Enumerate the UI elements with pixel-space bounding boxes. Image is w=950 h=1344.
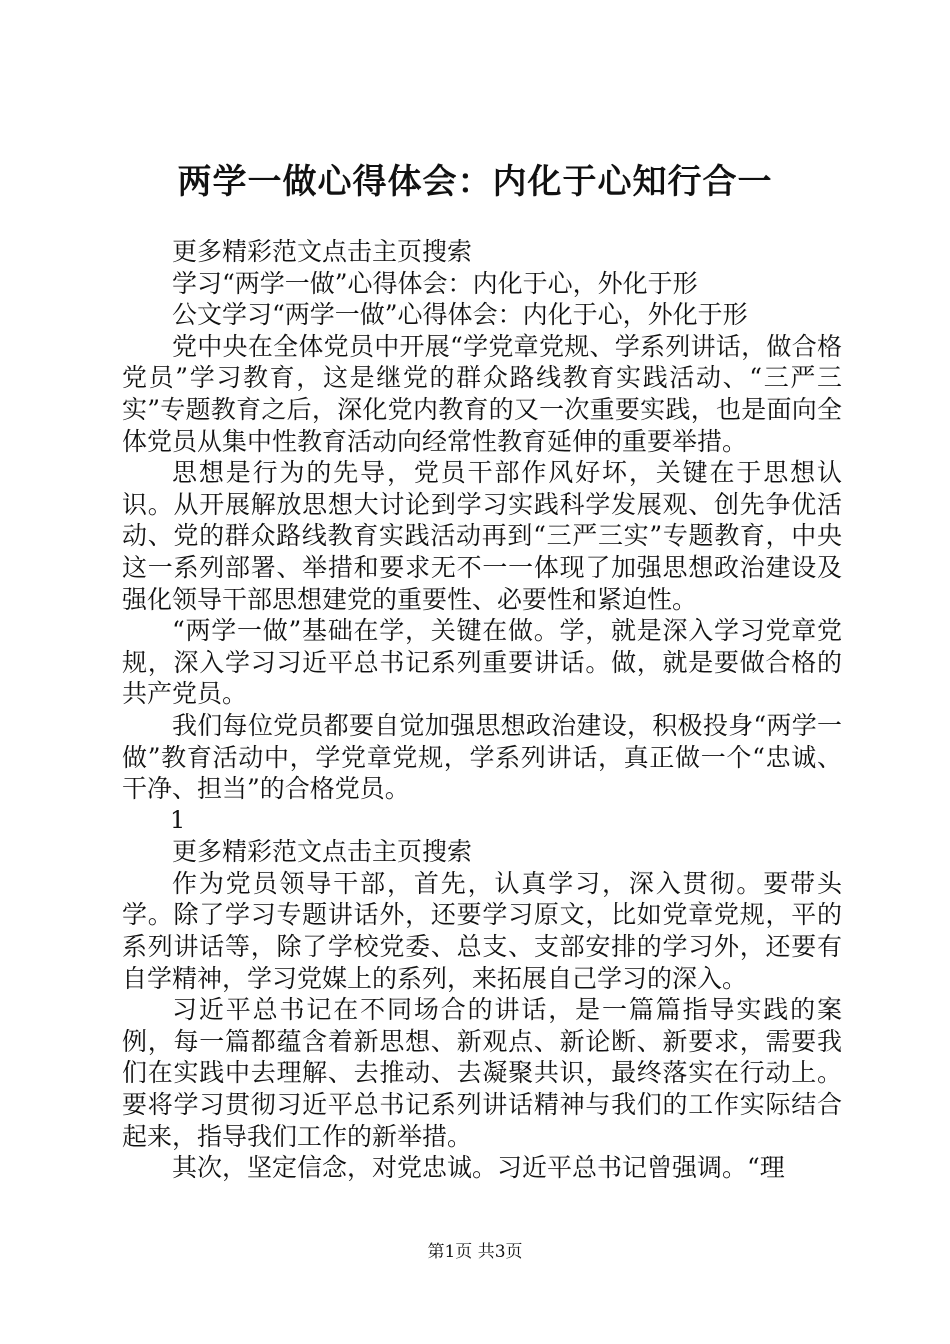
body-paragraph: “两学一做”基础在学，关键在做。学，就是深入学习党章党规，深入学习习近平总书记系列重要讲话。做，就是要做合格的共产党员。 [122, 616, 842, 709]
body-paragraph: 思想是行为的先导，党员干部作风好坏，关键在于思想认识。从开展解放思想大讨论到学习实践科学发展观、创先争优活动、党的群众路线教育实践活动再到“三严三实”专题教育，中央这一系列部署、举措和要求无不一一体现了加强思想政治建设及强化领导干部思想建党的重要性、必要性和紧迫性。 [122, 458, 842, 614]
body-paragraph: 我们每位党员都要自觉加强思想政治建设，积极投身“两学一做”教育活动中，学党章党规，学系列讲话，真正做一个“忠诚、干净、担当”的合格党员。 [122, 710, 842, 804]
subtitle-line: 公文学习“两学一做”心得体会：内化于心，外化于形 [172, 300, 748, 330]
body-paragraph: 其次，坚定信念，对党忠诚。习近平总书记曾强调。“理 [172, 1153, 785, 1183]
promo-line: 更多精彩范文点击主页搜索 [172, 837, 473, 867]
page-marker: 1 [170, 805, 186, 834]
document-body [122, 236, 842, 1184]
body-paragraph: 习近平总书记在不同场合的讲话，是一篇篇指导实践的案例，每一篇都蕴含着新思想、新观点、新论断、新要求，需要我们在实践中去理解、去推动、去凝聚共识，最终落实在行动上。要将学习贯彻习近平总书记系列讲话精神与我们的工作实际结合起来，指导我们工作的新举措。 [122, 995, 842, 1151]
promo-line: 更多精彩范文点击主页搜索 [172, 237, 473, 266]
page-footer: 第1页 共3页 [427, 1242, 523, 1262]
body-paragraph: 党中央在全体党员中开展“学党章党规、学系列讲话，做合格党员”学习教育，这是继党的群众路线教育实践活动、“三严三实”专题教育之后，深化党内教育的又一次重要实践，也是面向全体党员从集中性教育活动向经常性教育延伸的重要举措。 [122, 331, 842, 456]
document-title: 两学一做心得体会：内化于心知行合一 [177, 162, 773, 202]
body-paragraph: 作为党员领导干部，首先，认真学习，深入贯彻。要带头学。除了学习专题讲话外，还要学习原文，比如党章党规，平的系列讲话等，除了学校党委、总支、支部安排的学习外，还要有自学精神，学习党媒上的系列，来拓展自己学习的深入。 [122, 868, 842, 993]
subtitle-line: 学习“两学一做”心得体会：内化于心，外化于形 [172, 268, 698, 298]
